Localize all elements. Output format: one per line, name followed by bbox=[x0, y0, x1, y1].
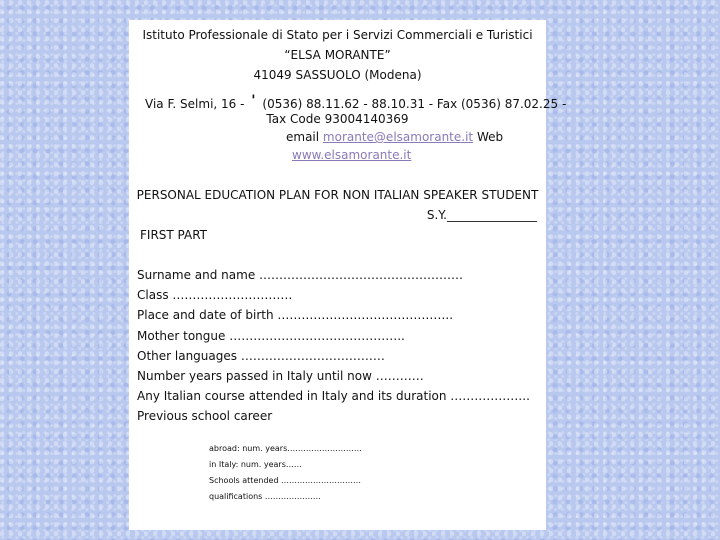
school-name: “ELSA MORANTE” bbox=[284, 48, 391, 62]
subfield-abroad-years: abroad: num. years………………………. bbox=[209, 444, 362, 453]
school-city: 41049 SASSUOLO (Modena) bbox=[253, 68, 422, 82]
subfield-qualifications: qualifications ………………… bbox=[209, 492, 321, 501]
address-line bbox=[145, 94, 566, 111]
field-other-languages: Other languages ……………………………… bbox=[137, 349, 385, 363]
field-years-in-italy: Number years passed in Italy until now ………… bbox=[137, 369, 424, 383]
web-label: Web bbox=[476, 130, 504, 144]
subfield-italy-years: in Italy: num. years…… bbox=[209, 460, 302, 469]
field-class: Class ………………………… bbox=[137, 288, 293, 302]
document-title: PERSONAL EDUCATION PLAN FOR NON ITALIAN SPEAKER STUDENT bbox=[136, 188, 539, 202]
website-line bbox=[292, 148, 411, 162]
website-link[interactable]: www.elsamorante.it bbox=[292, 148, 412, 162]
institute-name: Istituto Professionale di Stato per i Servizi Commerciali e Turistici bbox=[142, 28, 533, 42]
email-label: email bbox=[286, 130, 320, 144]
phone-icon: ' bbox=[251, 93, 256, 109]
subfield-schools-attended: Schools attended ………………………… bbox=[209, 476, 362, 485]
field-previous-school-career: Previous school career bbox=[137, 409, 273, 423]
document-page bbox=[129, 20, 567, 530]
tax-code: Tax Code 93004140369 bbox=[266, 112, 409, 126]
section-heading: FIRST PART bbox=[140, 228, 208, 242]
email-link[interactable]: morante@elsamorante.it bbox=[322, 130, 474, 144]
address-prefix: Via F. Selmi, 16 - bbox=[145, 97, 245, 111]
field-italian-course: Any Italian course attended in Italy and its duration ……………….. bbox=[137, 389, 530, 403]
email-line bbox=[286, 130, 503, 144]
phone-fax: (0536) 88.11.62 - 88.10.31 - Fax (0536) 87.02.25 - bbox=[262, 97, 567, 111]
field-surname-name: Surname and name …………………………………………… bbox=[137, 268, 464, 282]
field-mother-tongue: Mother tongue …………………………………….. bbox=[137, 329, 405, 343]
school-year: S.Y._______________ bbox=[426, 208, 537, 222]
field-place-date-birth: Place and date of birth …………………………………….. bbox=[137, 308, 454, 322]
